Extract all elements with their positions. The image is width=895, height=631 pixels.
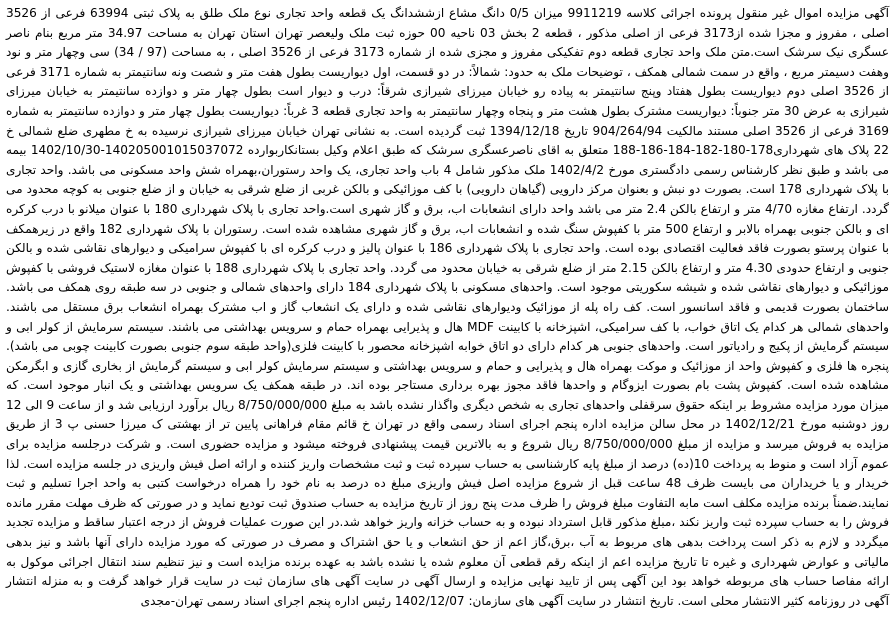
auction-notice-body: آگهی مزایده اموال غیر منقول پرونده اجرائی کلاسه 9911219 میزان 0/5 دانگ مشاع ازششدانگ یک قطعه واحد تجاری نوع ملک طلق به پلاک ثبتی 63994 فرعی از 3526 اصلی ، مفروز و مجزا شده از3173 فرعی از اصلی مذکور ، قطعه 2 بخش 03 ناحیه 00 حوزه ثبت ملک ولیعصر تهران استان تهران به مساحت 34.97 متر مربع بنام ناصر عسگری نیک سرشک است.متن ملک واحد تجاری قطعه دوم تفکیکی مفروز و مجزی شده از شماره 3173 فرعی از 3526 اصلی ، به مساحت (97 / 34) سی وچهار متر و نود وهفت دسیمتر مربع ، واقع در سمت شمالی همکف ، توضیحات ملک به حدود: شمالاً: در دو قسمت، اول دیواریست بطول هفت متر و شصت ونه سانتیمتر به شماره 3171 فرعی از 3526 اصلی دوم دیواریست بطول هفتاد وپنج سانتیمتر به پیاده رو خیابان میرزای شیرازی شرقاً: درب و دیوار است بطول چهار متر و دوازده سانتیمتر به خیابان میرزای شیرازی به عرض 30 متر جنوباً: دیواریست مشترک بطول هشت متر و پنجاه وچهار سانتیمتر به واحد تجاری قطعه 3 غرباً: دیواریست بطول چهار متر و دوازده سانتیمتر به شماره 3169 فرعی از 3526 اصلی مستند مالکیت 904/264/94 تاریخ 1394/12/18 ثبت گردیده است. به نشانی تهران خیابان میرزای شیرازی نرسیده به خ مطهری ضلع شمالی خ 22 پلاک های شهرداری178-180-182-184-186-188 متعلق به اقای ناصرعسگری سرشک که طبق اعلام وکیل بستانکاربوارده 140205001015037072-1402/10/30 بیمه می باشد و طبق نظر کارشناس رسمی دادگستری مورخ 1402/4/2 ملک مذکور شامل 4 باب واحد تجاری، یک واحد رستوران،بهمراه شش واحد مسکونی می باشد. واحد تجاری با پلاک شهرداری 178 است. بصورت دو نبش و بعنوان مرکز دارویی (گیاهان دارویی) با کف موزائیکی و بالکن غربی از ضلع شرقی به خیابان و از ضلع جنوبی به کوچه محدود می گردد. ارتفاع مغازه 4/70 متر و ارتفاع بالکن 2.4 متر می باشد واحد دارای انشعابات اب، برق و گاز شهری است.واحد تجاری با پلاک شهرداری 180 با عنوان میلانو با درب کرکره ای و بالکن جنوبی بهمراه بالابر و ارتفاع 500 متر با کفپوش سنگ شده و انشعابات اب، برق و گاز شهری مشاهده شده است. رستوران با پلاک شهرداری 182 واقع در زیرهمکف با عنوان پرستو بصورت فاقد فعالیت اقتصادی بوده است. واحد تجاری با پلاک شهرداری 186 با عنوان پالیز و درب کرکره ای با کفپوش سرامیکی و دیوارهای نقاشی شده و بالکن جنوبی و ارتفاع حدودی 4.30 متر و ارتفاع بالکن 2.15 متر از ضلع شرقی به خیابان محدود می گردد. واحد تجاری با پلاک شهرداری 188 با عنوان مغازه لاستیک فروشی با کفپوش موزائیکی و دیوارهای نقاشی شده و شیشه سکوریتی موجود است. واحدهای مسکونی با پلاک شهرداری 184 دارای واحدهای شمالی و جنوبی در سه طبقه روی همکف می باشد. ساختمان بصورت قدیمی و فاقد اسانسور است. کف راه پله از موزائیک ودیوارهای نقاشی شده و دارای یک انشعاب گاز و اب مشترک بهمراه انشعاب برق مستقل می باشند. واحدهای شمالی هر کدام یک اتاق خواب، با کف سرامیکی، اشپزخانه با کابینت MDF هال و پذیرایی بهمراه حمام و سرویس بهداشتی می باشند. سیستم سرمایش از کولر ابی و سیستم گرمایش از پکیج و رادیاتور است. واحدهای جنوبی هر کدام دارای دو اتاق خوابه اشپزخانه محصور با کابینت فلزی(واحد طبقه سوم جنوبی بصورت کابینت چوبی می باشد). پنجره ها فلزی و کفپوش واحد از موزائیک و موکت بهمراه هال و پذیرایی و حمام و سرویس بهداشتی و سیستم سرمایش کولر ابی و سیستم گرمایش از بخاری گازی و ابگرمکن مشاهده شده است. کفپوش پشت بام بصورت ایزوگام و واحدها فاقد مجوز بهره برداری مستاجر بوده اند. در طبقه همکف یک سرویس بهداشتی و یک انبار موجود است. که میزان مورد مزایده مشروط بر اینکه حقوق سرقفلی واحدهای تجاری به شخص دیگری واگذار نشده باشد به مبلغ 8/750/000/000 ریال برآورد ارزیابی شد و از ساعت 9 الی 12 روز دوشنبه مورخ 1402/12/21 در محل سالن مزایده اداره پنجم اجرای اسناد رسمی واقع در تهران خ قائم مقام فراهانی پایین تر از بهشتی ک میرزا حسنی پ 3 از طریق مزایده به فروش میرسد و مزایده از مبلغ 8/750/000/000 ریال شروع و به بالاترین قیمت پیشنهادی فروخته میشود و مزایده حضوری است. و شرکت درجلسه مزایده برای عموم آزاد است و منوط به پرداخت 10(ده) درصد از مبلغ پایه کارشناسی به حساب سپرده ثبت و ثبت مشخصات واریز کننده و ارائه اصل فیش واریزی در جلسه مزایده است. لذا خریدار و یا خریداران می بایست ظرف 48 ساعت قبل از شروع مزایده اصل فیش واریزی مبلغ ده درصد به نام خود را همراه درخواست کتبی به واحد اجرا تسلیم و ثبت نمایند.ضمناً برنده مزایده مکلف است مابه التفاوت مبلغ فروش را ظرف مدت پنج روز از تاریخ مزایده به حساب صندوق ثبت تودیع نماید و در صورتی که ظرف مهلت مقرر مانده فروش را به حساب سپرده ثبت واریز نکند ،مبلغ مذکور قابل استرداد نبوده و به حساب خزانه واریز خواهد شد.در این صورت عملیات فروش از درجه اعتبار ساقط و مزایده تجدید میگردد و لازم به ذکر است پرداخت بدهی های مربوط به آب ،برق،گاز اعم از حق انشعاب و یا حق اشتراک و مصرف در صورتی که مورد مزایده دارای آنها باشد و نیز بدهی مالیاتی و عوارض شهرداری و غیره تا تاریخ مزایده اعم از اینکه رقم قطعی آن معلوم شده یا نشده باشد به عهده برنده مزایده است و نیز تنظیم سند انتقال اجرائی موکول به ارائه مفاصا حساب های مربوطه خواهد بود این آگهی پس از تایید نهایی مزایده و ارسال آگهی در سایت آگهی های سازمان ثبت در سایت قرار خواهد گرفت و به منزله انتشار آگهی در روزنامه کثیر الانتشار محلی است. تاریخ انتشار در سایت آگهی های سازمان: 1402/12/07 رئیس اداره پنجم اجرای اسناد رسمی تهران-مجدی <box>6 6 890 608</box>
